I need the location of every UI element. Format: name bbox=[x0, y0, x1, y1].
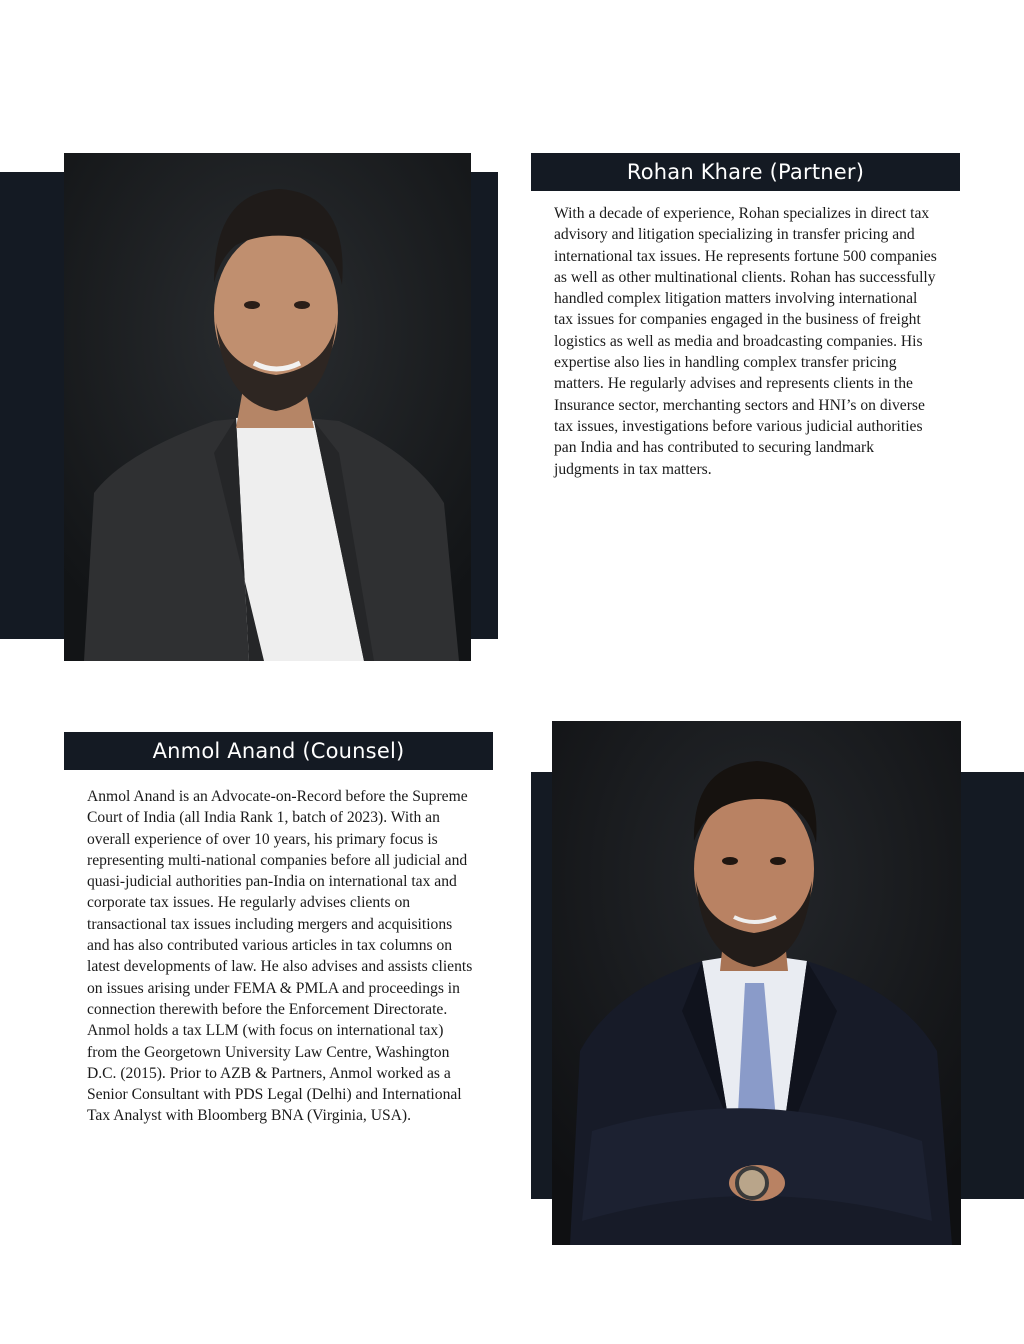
profile-bio: Anmol Anand is an Advocate-on-Record before the Supreme Court of India (all India Rank 1, batch of 2023). With an overall experience of over 10 years, his primary focus is representing multi-national companies before all judicial and quasi-judicial authorities pan-India on international tax and corporate tax issues. He regularly advises clients on transactional tax issues including mergers and acquisitions and has also contributed various articles in tax columns on latest developments of law. He also advises and assists clients on issues arising under FEMA & PMLA and proceedings in connection therewith before the Enforcement Directorate. Anmol holds a tax LLM (with focus on international tax) from the Georgetown University Law Centre, Washington D.C. (2015). Prior to AZB & Partners, Anmol worked as a Senior Consultant with PDS Legal (Delhi) and International Tax Analyst with Bloomberg BNA (Virginia, USA). bbox=[87, 788, 473, 1125]
profile-name-heading: Rohan Khare (Partner) bbox=[531, 153, 960, 191]
profile-name-heading: Anmol Anand (Counsel) bbox=[64, 732, 493, 770]
portrait-illustration bbox=[552, 721, 961, 1245]
profile-bio: With a decade of experience, Rohan specializes in direct tax advisory and litigation specializing in transfer pricing and international tax issues. He represents fortune 500 companies as well as other multinational clients. Rohan has successfully handled complex litigation matters involving international tax issues for companies engaged in the business of freight logistics as well as media and broadcasting companies. His expertise also lies in handling complex transfer pricing matters. He regularly advises and represents clients in the Insurance sector, merchanting sectors and HNI’s on diverse tax issues, investigations before various judicial authorities pan India and has contributed to securing landmark judgments in tax matters. bbox=[554, 205, 937, 478]
profile-photo bbox=[64, 153, 471, 661]
portrait-illustration bbox=[64, 153, 471, 661]
profile-photo bbox=[552, 721, 961, 1245]
